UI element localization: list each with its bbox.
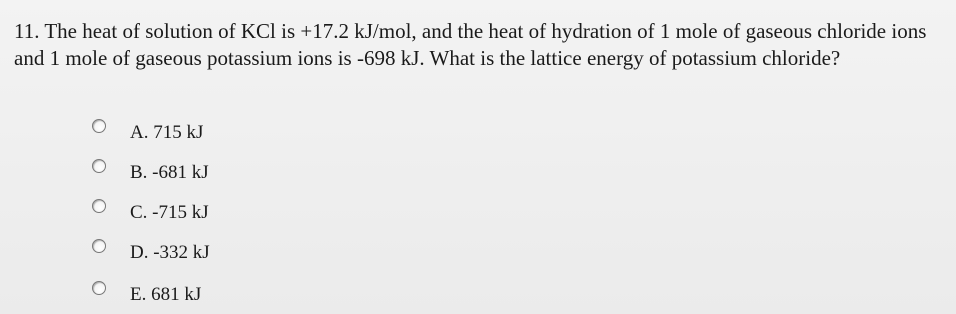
answer-label-a[interactable]: A. 715 kJ xyxy=(130,122,204,143)
radio-button-b[interactable] xyxy=(92,159,106,173)
answer-option-d[interactable] xyxy=(92,238,210,268)
answer-label-d[interactable]: D. -332 kJ xyxy=(130,242,210,263)
answer-option-c[interactable] xyxy=(92,198,209,228)
answer-option-b[interactable] xyxy=(92,158,209,188)
radio-button-d[interactable] xyxy=(92,239,106,253)
answer-label-e[interactable]: E. 681 kJ xyxy=(130,284,202,305)
question-text: 11. The heat of solution of KCl is +17.2 kJ/mol, and the heat of hydration of 1 mole of gaseous chloride ions and 1 mole of gaseous potassium ions is -698 kJ. What is the lattice energy of potassium chloride? xyxy=(14,19,927,70)
answer-option-a[interactable] xyxy=(92,118,203,148)
radio-button-a[interactable] xyxy=(92,119,106,133)
answer-label-b[interactable]: B. -681 kJ xyxy=(130,162,209,183)
radio-button-c[interactable] xyxy=(92,199,106,213)
answer-label-c[interactable]: C. -715 kJ xyxy=(130,202,209,223)
answer-option-e[interactable] xyxy=(92,280,201,310)
radio-button-e[interactable] xyxy=(92,281,106,295)
